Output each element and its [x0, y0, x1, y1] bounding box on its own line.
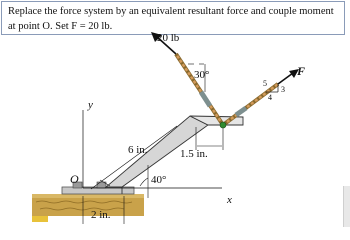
ground-support	[32, 194, 144, 222]
axis-y-label: y	[88, 99, 93, 111]
rope-f	[223, 84, 278, 125]
problem-statement-text: Replace the force system by an equivalent resultant force and couple moment at point O. Set F = 20 lb.	[8, 6, 334, 32]
rope-20lb	[176, 54, 223, 125]
angle-40-label: 40°	[151, 174, 167, 186]
slope-5-label: 5	[263, 79, 267, 88]
slope-4-label: 4	[268, 93, 272, 102]
axis-x-label: x	[227, 194, 232, 206]
scrollbar-edge[interactable]	[343, 186, 350, 227]
attachment-point	[220, 122, 226, 128]
slope-3-label: 3	[281, 85, 285, 94]
dimension-1-5in-label: 1.5 in.	[180, 148, 208, 160]
origin-label: O	[70, 172, 79, 186]
angle-30-label: 30°	[194, 69, 210, 81]
dimension-2in-label: 2 in.	[91, 209, 111, 221]
dimension-6in-label: 6 in.	[128, 144, 148, 156]
force-f-label: F	[297, 64, 306, 78]
force-20lb-label: 20 lb	[157, 32, 180, 44]
force-f-arrow	[278, 69, 299, 84]
